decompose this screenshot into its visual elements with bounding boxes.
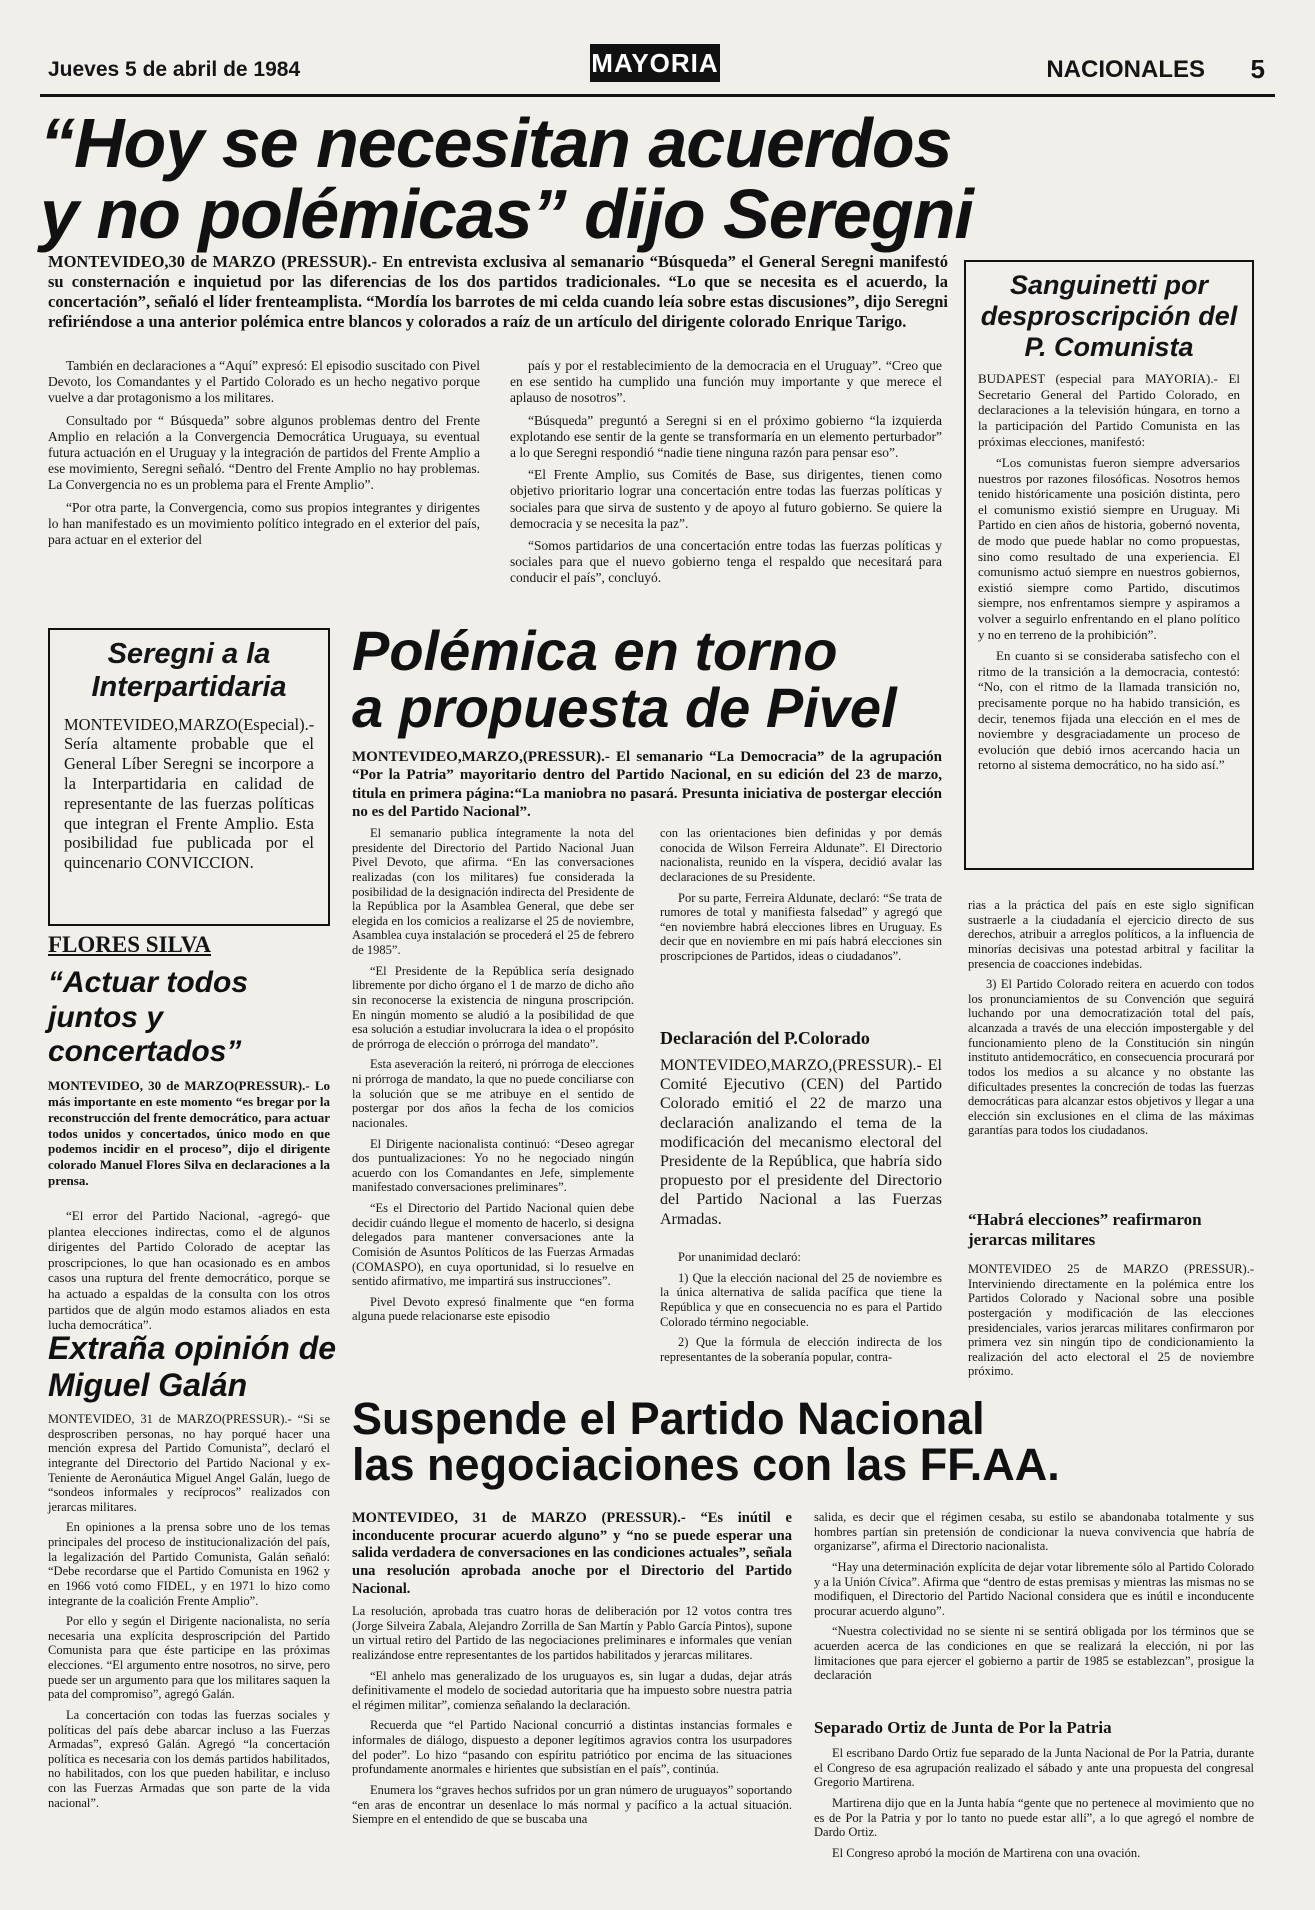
paragraph: También en declaraciones a “Aquí” expresó: El episodio suscitado con Pivel Devoto, los Comandantes y el Partido Colorado es un hecho negativo porque vuelve a dar protagonismo a los militares. <box>48 358 480 406</box>
paragraph: “Búsqueda” preguntó a Seregni si en el próximo gobierno “la izquierda explotando ese sentir de la gente se transformaría en un elemento perturbador” a lo que Seregni respondió “nadie tiene ninguna razón para pensar eso”. <box>510 412 942 460</box>
paragraph: Esta aseveración la reiteró, ni prórroga de elecciones ni prórroga de mandato, la que no puede conciliarse con la solución que se me atribuye en el sentido de postergar por dos años la fecha de los comicios nacionales. <box>352 1057 634 1130</box>
paragraph: salida, es decir que el régimen cesaba, su estilo se abandonaba totalmente y sus hombres partían sin pretensión de condicionar la nueva convivencia que habría de organizarse”, afirma el Directorio nacionalista. <box>814 1510 1254 1554</box>
paragraph: “Los comunistas fueron siempre adversarios nuestros por razones filosóficas. Nosotros hemos tenido históricamente una posición distinta, pero el comunismo existió siempre en Uruguay. Mi Partido en cien años de historia, gobernó noventa, de modo que puede hablar no como propuestas, sino como resultado de una experiencia. El comunismo actuó siempre en nuestros gobiernos, existió siempre como Partido, discutimos siempre, nos enfrentamos siempre y aspiramos a volver a seguirlo enfrentando en el plano político y no en terreno de la prohibición”. <box>978 455 1240 642</box>
paragraph: Por ello y según el Dirigente nacionalista, no sería necesaria una explícita desproscripción del Partido Comunista para que éste participe en las próximas elecciones. “El argumento entre nosotros, no sirve, pero puede ser un argumento para que los militares saquen la pata del compromiso”, agregó Galán. <box>48 1614 330 1702</box>
paragraph: Martirena dijo que en la Junta había “gente que no pertenece al movimiento que no es de Por la Patria y por lo tanto no puede estar allí”, a lo que agregó el nombre de Dardo Ortiz. <box>814 1795 1254 1840</box>
main-col-1 <box>48 358 480 554</box>
main-headline-line-2: y no polémicas” dijo Seregni <box>40 175 973 254</box>
habra-body <box>968 1262 1254 1385</box>
paragraph: En opiniones a la prensa sobre uno de los temas principales del proceso de institucionalización del país, la legalización del Partido Comunista, Galán señaló: “Debe recordarse que el Partido Comunista en 1962 y en 1966 votó como FIDEL, y en 1971 lo hizo como integrante de la coalición Frente Amplio”. <box>48 1520 330 1608</box>
paragraph: El semanario publica íntegramente la nota del presidente del Directorio del Partido Nacional Juan Pivel Devoto, que afirma. “En las conversaciones realizadas (con los militares) fue considerada la posibilidad de la designación indirecta del Presidente de la República por la Asamblea General, que debe ser elegida en los comicios a realizarse el 25 de noviembre, Asamblea cuya instalación se procederá el 25 de febrero de 1985”. <box>352 826 634 957</box>
paragraph: rias a la práctica del país en este siglo significan sustraerle a la ciudadanía el ejercicio directo de sus derechos, atribuir a arreglos políticos, a la influencia de minorías decisivas una potestad arbitral y facilitar la presencia de coacciones indebidas. <box>968 898 1254 971</box>
paragraph: 2) Que la fórmula de elección indirecta de los representantes de la soberanía popular, contra- <box>660 1335 942 1364</box>
ortiz-title: Separado Ortiz de Junta de Por la Patria <box>814 1718 1112 1737</box>
pivel-headline-line-1: Polémica en torno <box>352 619 838 682</box>
flores-title: “Actuar todos juntos y concertados” <box>48 966 249 1068</box>
paragraph: El escribano Dardo Ortiz fue separado de la Junta Nacional de Por la Patria, durante el Congreso de esa agrupación realizado el sábado y ante una propuesta del congresal Gregorio Martirena. <box>814 1746 1254 1790</box>
colorado-title: Declaración del P.Colorado <box>660 1028 870 1048</box>
paragraph: “Somos partidarios de una concertación entre todas las fuerzas políticas y sociales para que el nuevo gobierno tenga el respaldo que necesitará para conducir el país”, concluyó. <box>510 537 942 586</box>
galan-body <box>48 1412 330 1816</box>
paragraph: “El error del Partido Nacional, -agregó- que plantea elecciones indirectas, como el de algunos dirigentes del Partido Colorado de aceptar las proscripciones, lo que han ocasionado es en ambos casos una ruptura del frente democrático, porque se ha actuado a espaldas de la consulta con los otros partidos que de algún modo estamos aliados en esta lucha democrática”. <box>48 1208 330 1333</box>
paragraph: país y por el restablecimiento de la democracia en el Uruguay”. “Creo que en ese sentido ha cumplido una función muy importante y que merece el aplauso de nosotros”. <box>510 358 942 406</box>
suspende-col-1 <box>352 1604 792 1833</box>
paragraph: Recuerda que “el Partido Nacional concurrió a distintas instancias formales e informales de diálogo, dispuesto a deponer legítimos agravios contra los usurpadores del poder”. Lo hizo “pasando con espíritu patriótico por encima de las situaciones profundamente anormales e hirientes que subsistían en el país”, continúa. <box>352 1718 792 1777</box>
suspende-lead: MONTEVIDEO, 31 de MARZO (PRESSUR).- “Es inútil e inconducente procurar acuerdo alguno” y “no se puede esperar una salida verdadera de conversaciones en las condiciones actuales”, señala una resolución aprobada anoche por el Directorio del Partido Nacional. <box>352 1510 792 1597</box>
paragraph: Pivel Devoto expresó finalmente que “en forma alguna puede relacionarse este episodio <box>352 1294 634 1324</box>
section-name: NACIONALES <box>1046 56 1205 83</box>
sanguinetti-body <box>978 371 1240 773</box>
paragraph: El Congreso aprobó la moción de Martirena con una ovación. <box>832 1845 1141 1860</box>
pivel-col-3 <box>968 898 1254 1144</box>
main-headline <box>40 104 1270 254</box>
suspende-headline <box>352 1393 1252 1490</box>
paragraph: MONTEVIDEO 25 de MARZO (PRESSUR).- Interviniendo directamente en la polémica entre los Partidos Colorado y Nacional sobre una posible postergación y modificación de las elecciones presidenciales, varios jerarcas militares confirmaron por primera vez sin ningún tipo de condicionamiento la realización del acto electoral el 25 de noviembre próximo. <box>968 1262 1254 1379</box>
masthead-rule <box>40 94 1275 97</box>
paragraph: “Nuestra colectividad no se siente ni se sentirá obligada por los términos que se acuerden acerca de las condiciones en que se realizará la elección, ni por las limitaciones que para ejercer el gobierno a partir de 1985 se establezcan”, prosigue la declaración <box>814 1624 1254 1683</box>
newspaper-logo: MAYORIA <box>590 44 720 82</box>
paragraph: “Hay una determinación explícita de dejar votar libremente sólo al Partido Colorado y a la Unión Cívica”. Afirma que “dentro de estas premisas y mientras las mismas no se modifiquen, el Directorio del Partido Nacional considera que es inútil e inconducente procurar acuerdo alguno”. <box>814 1559 1254 1618</box>
main-lead: MONTEVIDEO,30 de MARZO (PRESSUR).- En entrevista exclusiva al semanario “Búsqueda” el General Seregni manifestó su consternación e inquietud por las diferencias de los dos partidos tradicionales. “Lo que se necesita es el acuerdo, la concertación”, señaló el líder frenteamplista. “Mordía los barrotes de mi celda cuando leía sobre estas discusiones”, dijo Seregni refiriéndose a una anterior polémica entre blancos y colorados a raíz de un artículo del dirigente colorado Enrique Tarigo. <box>48 252 948 332</box>
sanguinetti-title: Sanguinetti por desproscripción del P. Comunista <box>980 270 1238 363</box>
flores-body <box>48 1208 330 1339</box>
pivel-col-1 <box>352 826 634 1330</box>
paragraph: La concertación con todas las fuerzas sociales y políticas del país debe abarcar incluso a las Fuerzas Armadas”, expresó Galán. Agregó “la concertación política es necesaria con los demás partidos habilitados, no habilitados, con los que pueden habilitar, e incluso con las Fuerzas Armadas que son parte de la vida nacional”. <box>48 1707 330 1810</box>
paragraph: “Es el Directorio del Partido Nacional quien debe decidir cuándo llegue el momento de hacerlo, si designa delegados para mantener conversaciones ante la Comisión de Asuntos Políticos de las Fuerzas Armadas (COMASPO), en cuya oportunidad, si lo resuelve en sentido afirmativo, me impartirá sus instrucciones”. <box>352 1201 634 1289</box>
paragraph: Por su parte, Ferreira Aldunate, declaró: “Se trata de rumores de total y manifiesta falsedad” y agregó que “en noviembre habrá elecciones libres en Uruguay. Es decir que en noviembre en mi país habrá elecciones sin proscripciones de Partidos, ideas o ciudadanos”. <box>660 890 942 963</box>
paragraph: 3) El Partido Colorado reitera en acuerdo con todos los pronunciamientos de su Convención que seguirá luchando por una democratización total del país, alcanzada a través de una elección impostergable y del funcionamiento pleno de la Constitución sin ningún instituto antidemocrático, en consecuencia procurará por todos los medios a su alcance y no obstante las dificultades presentes la concreción de todas las fuerzas democráticas para alcanzar estos objetivos y llegar a una elección sin exclusiones en el clima de las máximas garantías para todos los ciudadanos. <box>968 977 1254 1138</box>
interpartidaria-body: MONTEVIDEO,MARZO(Especial).- Sería altamente probable que el General Líber Seregni se incorpore a la Interpartidaria en calidad de representante de las fuerzas políticas que integran el Frente Amplio. Esta posibilidad fue publicada por el quincenario CONVICCION. <box>64 714 315 873</box>
galan-title: Extraña opinión de Miguel Galán <box>48 1330 337 1403</box>
colorado-lead: MONTEVIDEO,MARZO,(PRESSUR).- El Comité Ejecutivo (CEN) del Partido Colorado emitió el 22 de marzo una declaración analizando el tema de la modificación del mecanismo electoral del Presidente de la República, que habría sido propuesto por el presidente del Directorio del Partido Nacional a las Fuerzas Armadas. <box>660 1057 942 1228</box>
colorado-body <box>660 1250 942 1370</box>
habra-title: “Habrá elecciones” reafirmaron jerarcas militares <box>968 1210 1202 1250</box>
paragraph: El Dirigente nacionalista continuó: “Deseo agregar dos puntualizaciones: Yo no he negociado ningún acuerdo con los Comandantes en Jefe, simplemente manifestado conversaciones preliminares”. <box>352 1136 634 1195</box>
pivel-lead: MONTEVIDEO,MARZO,(PRESSUR).- El semanario “La Democracia” de la agrupación “Por la Patria” mayoritario dentro del Partido Nacional, en su edición del 23 de marzo, titula en primera página:“La maniobra no pasará. Presunta iniciativa de postergar elección no es del Partido Nacional”. <box>352 749 942 820</box>
main-col-2 <box>510 358 942 592</box>
pivel-headline <box>352 619 972 740</box>
main-headline-line-1: “Hoy se necesitan acuerdos <box>40 104 952 182</box>
interpartidaria-box <box>48 628 330 926</box>
flores-kicker: FLORES SILVA <box>48 932 211 957</box>
paragraph: “El Frente Amplio, sus Comités de Base, sus dirigentes, tienen como objetivo prioritario lograr una concertación entre todas las fuerzas políticas y sociales para que sirva de sustento y de apoyo al futuro gobierno. Se quiere la democracia y se necesita la paz”. <box>510 467 942 531</box>
paragraph: con las orientaciones bien definidas y por demás conocida de Wilson Ferreira Aldunate”. El Directorio nacionalista, reunido en la víspera, decidió avalar las declaraciones de su Presidente. <box>660 826 942 884</box>
paragraph: Consultado por “ Búsqueda” sobre algunos problemas dentro del Frente Amplio en relación a la Convergencia Democrática Uruguaya, su eventual futura actuación en el Uruguay y la integración de partidos del Frente Amplio a ese movimiento, Seregni señaló. “Dentro del Frente Amplio no hay problemas. La Convergencia no es un problema para el Frente Amplio”. <box>48 412 480 493</box>
paragraph: “El Presidente de la República sería designado libremente por dicho órgano el 1 de marzo de dicho año sin reconocerse la existencia de ninguna proscripción. En ningún momento se aludió a la posibilidad de que esa solución a estudiar involucrara la idea o el propósito de prórroga de elección o prórroga del mandato”. <box>352 963 634 1051</box>
pivel-col-2 <box>660 826 942 970</box>
suspende-col-2 <box>814 1510 1254 1689</box>
paragraph: “El anhelo mas generalizado de los uruguayos es, sin lugar a dudas, dejar atrás definitivamente el modelo de sociedad autoritaria que ha impuesto sobre nuestra patria el régimen militar”, comienza señalando la declaración. <box>352 1668 792 1712</box>
sanguinetti-box <box>964 260 1254 870</box>
paragraph: La resolución, aprobada tras cuatro horas de deliberación por 12 votos contra tres (Jorge Silveira Zabala, Alejandro Zorrilla de San Martín y Pablo García Pintos), supone un virtual retiro del Partido de las negociaciones preliminares e informales que venían realizándose entre representantes de los partidos habilitados y jerarcas militares. <box>352 1604 792 1662</box>
paragraph: MONTEVIDEO, 31 de MARZO(PRESSUR).- “Si se desproscriben personas, no hay porqué hacer una mención expresa del Partido Comunista”, declaró el integrante del Directorio del Partido Nacional y ex-Teniente de Aeronáutica Miguel Angel Galán, luego de “sondeos informales y recíprocos” realizados con jerarcas militares. <box>48 1412 330 1514</box>
paragraph: BUDAPEST (especial para MAYORIA).- El Secretario General del Partido Colorado, en declaraciones a la televisión húngara, en torno a la participación del Partido Comunista en las próximas elecciones, manifestó: <box>978 371 1240 449</box>
suspende-headline-line-2: las negociaciones con las FF.AA. <box>352 1438 1060 1490</box>
flores-lead: MONTEVIDEO, 30 de MARZO(PRESSUR).- Lo más importante en este momento “es bregar por la reconstrucción del frente democrático, para actuar todos unidos y concertados, único modo en que podemos incidir en el proceso”, dijo el dirigente colorado Manuel Flores Silva en declaraciones a la prensa. <box>48 1078 330 1189</box>
issue-date: Jueves 5 de abril de 1984 <box>48 58 301 81</box>
paragraph: “Por otra parte, la Convergencia, como sus propios integrantes y dirigentes lo han manifestado es un movimiento político integrado en el exterior del país, para actuar en el exterior del <box>48 499 480 547</box>
suspende-headline-line-1: Suspende el Partido Nacional <box>352 1393 985 1444</box>
paragraph: Enumera los “graves hechos sufridos por un gran número de uruguayos” soportando “en aras de encontrar un desenlace lo más normal y pacífico a la actual situación. Siempre en el entendido de que se buscaba una <box>352 1782 792 1827</box>
paragraph: 1) Que la elección nacional del 25 de noviembre es la única alternativa de salida pacífica que tiene la República y que en consecuencia no es para el Partido Colorado término negociable. <box>660 1270 942 1329</box>
pivel-headline-line-2: a propuesta de Pivel <box>352 676 897 740</box>
paragraph: En cuanto si se consideraba satisfecho con el ritmo de la transición a la democracia, contestó: “No, con el ritmo de la llamada transición no, precisamente porque no ha habido transición, es decir, tenemos fijada una elección en el mes de noviembre y desgraciadamente un proceso de evolución que debió irnos acercando hacia un retorno al sistema democrático, no ha sido así.” <box>978 648 1240 773</box>
interpartidaria-title: Seregni a la Interpartidaria <box>91 638 287 704</box>
page-number: 5 <box>1250 54 1265 84</box>
ortiz-body <box>814 1746 1254 1866</box>
paragraph: Por unanimidad declaró: <box>678 1250 801 1264</box>
